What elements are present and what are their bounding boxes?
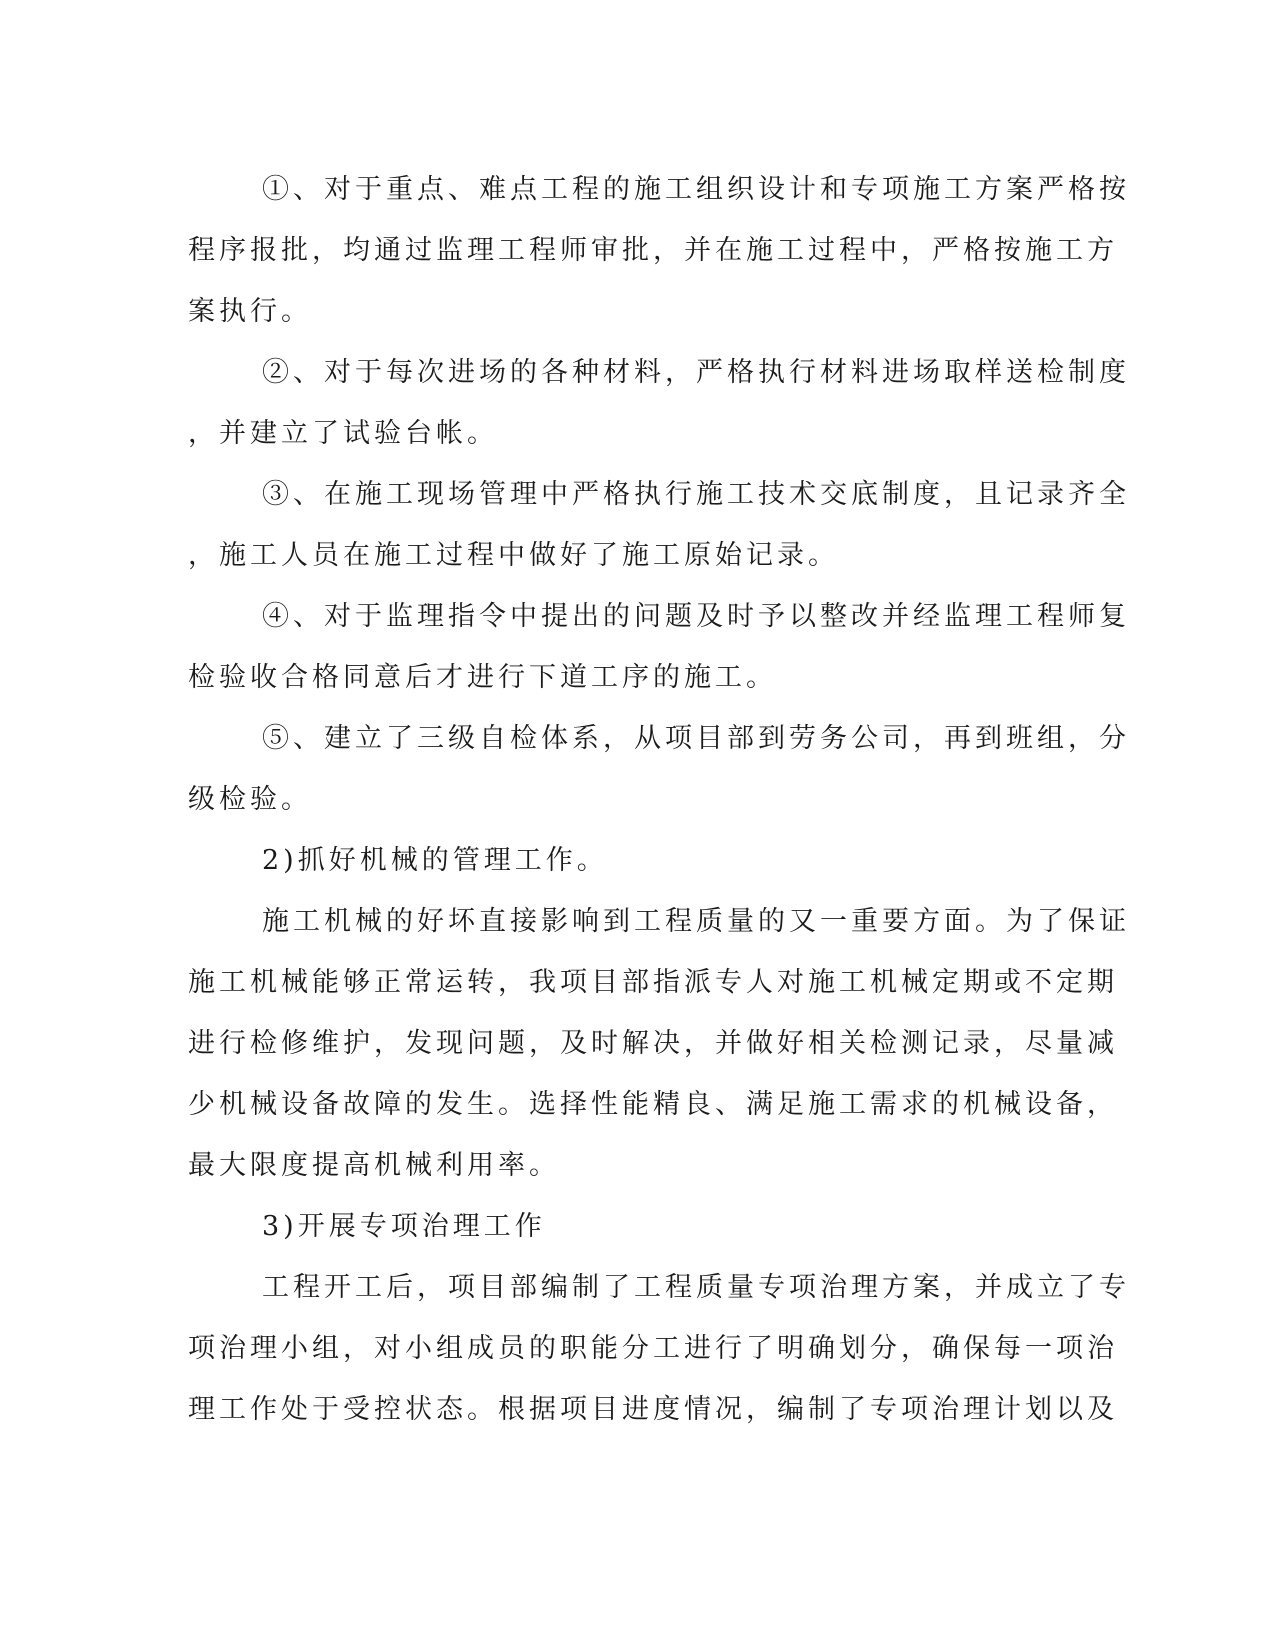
paragraph-2-line-1: ②、对于每次进场的各种材料，严格执行材料进场取样送检制度	[262, 357, 1130, 388]
paragraph-9-line-3: 理工作处于受控状态。根据项目进度情况，编制了专项治理计划以及	[188, 1394, 1118, 1425]
paragraph-1-line-3: 案执行。	[188, 296, 312, 327]
paragraph-9-line-1: 工程开工后，项目部编制了工程质量专项治理方案，并成立了专	[262, 1272, 1130, 1303]
paragraph-7-line-2: 施工机械能够正常运转，我项目部指派专人对施工机械定期或不定期	[188, 967, 1118, 998]
section-heading-special-treatment: 3)开展专项治理工作	[262, 1211, 546, 1242]
paragraph-5-line-2: 级检验。	[188, 784, 312, 815]
paragraph-4-line-2: 检验收合格同意后才进行下道工序的施工。	[188, 662, 777, 693]
paragraph-3-line-1: ③、在施工现场管理中严格执行施工技术交底制度，且记录齐全	[262, 479, 1130, 510]
paragraph-7-line-4: 少机械设备故障的发生。选择性能精良、满足施工需求的机械设备，	[188, 1089, 1118, 1120]
section-heading-machinery: 2)抓好机械的管理工作。	[262, 845, 608, 876]
paragraph-7-line-5: 最大限度提高机械利用率。	[188, 1150, 560, 1181]
paragraph-9-line-2: 项治理小组，对小组成员的职能分工进行了明确划分，确保每一项治	[188, 1333, 1118, 1364]
paragraph-5-line-1: ⑤、建立了三级自检体系，从项目部到劳务公司，再到班组，分	[262, 723, 1130, 754]
paragraph-2-line-2: ，并建立了试验台帐。	[188, 418, 498, 449]
paragraph-7-line-3: 进行检修维护，发现问题，及时解决，并做好相关检测记录，尽量减	[188, 1028, 1118, 1059]
paragraph-1-line-2: 程序报批，均通过监理工程师审批，并在施工过程中，严格按施工方	[188, 235, 1118, 266]
paragraph-1-line-1: ①、对于重点、难点工程的施工组织设计和专项施工方案严格按	[262, 174, 1130, 205]
paragraph-4-line-1: ④、对于监理指令中提出的问题及时予以整改并经监理工程师复	[262, 601, 1130, 632]
paragraph-3-line-2: ，施工人员在施工过程中做好了施工原始记录。	[188, 540, 839, 571]
paragraph-7-line-1: 施工机械的好坏直接影响到工程质量的又一重要方面。为了保证	[262, 906, 1130, 937]
